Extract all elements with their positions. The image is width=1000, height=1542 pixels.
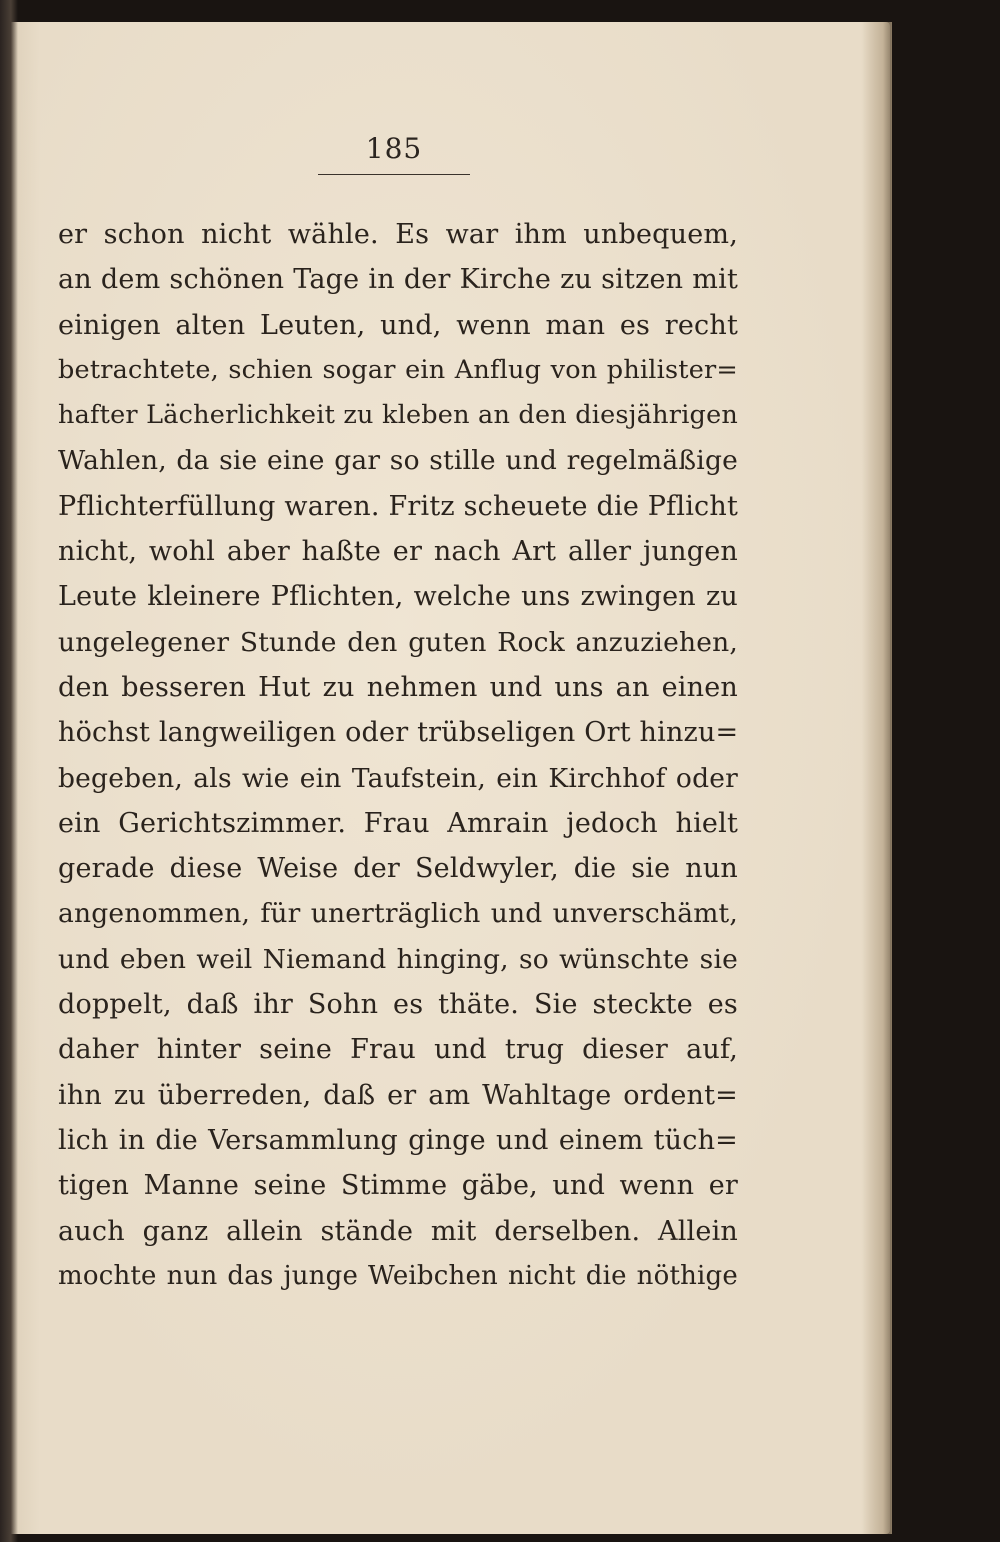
text-line: er schon nicht wähle. Es war ihm unbequem, (58, 219, 738, 250)
text-line: und eben weil Niemand hinging, so wünschte sie (58, 943, 738, 975)
page-number: 185 (365, 132, 423, 165)
page-left-shadow (0, 0, 18, 1542)
text-line: Pflichterfüllung waren. Fritz scheuete die Pflicht (58, 490, 738, 522)
text-line: einigen alten Leuten, und, wenn man es recht (58, 309, 738, 341)
text-line: mochte nun das junge Weibchen nicht die nöthige (58, 1260, 738, 1291)
text-line: ihn zu überreden, daß er am Wahltage ordent= (58, 1079, 738, 1111)
body-text (58, 212, 738, 1299)
text-line: angenommen, für unerträglich und unverschämt, (58, 898, 738, 930)
text-line: Leute kleinere Pflichten, welche uns zwingen zu (58, 581, 738, 613)
text-line: tigen Manne seine Stimme gäbe, und wenn er (58, 1170, 738, 1202)
text-line: ein Gerichtszimmer. Frau Amrain jedoch hielt (58, 807, 738, 839)
text-line: höchst langweiligen oder trübseligen Ort hinzu= (58, 717, 739, 749)
text-line: nicht, wohl aber haßte er nach Art aller jungen (58, 536, 738, 568)
text-line: doppelt, daß ihr Sohn es thäte. Sie steckte es (58, 989, 738, 1021)
text-line: betrachtete, schien sogar ein Anflug von philister= (58, 354, 738, 385)
text-line: daher hinter seine Frau und trug dieser auf, (58, 1034, 738, 1066)
page-right-edge (862, 22, 892, 1534)
text-line: lich in die Versammlung ginge und einem tüch= (58, 1124, 738, 1156)
text-line: auch ganz allein stände mit derselben. Allein (58, 1215, 738, 1247)
text-line: begeben, als wie ein Taufstein, ein Kirchhof oder (58, 762, 738, 794)
text-line: an dem schönen Tage in der Kirche zu sitzen mit (58, 264, 738, 296)
text-line: gerade diese Weise der Seldwyler, die sie nun (58, 853, 738, 885)
text-line: ungelegener Stunde den guten Rock anzuziehen, (58, 626, 738, 658)
header-rule (318, 174, 470, 175)
text-line: den besseren Hut zu nehmen und uns an einen (58, 671, 738, 703)
text-line: hafter Lächerlichkeit zu kleben an den diesjährigen (58, 400, 738, 431)
text-line: Wahlen, da sie eine gar so stille und regelmäßige (58, 445, 738, 477)
